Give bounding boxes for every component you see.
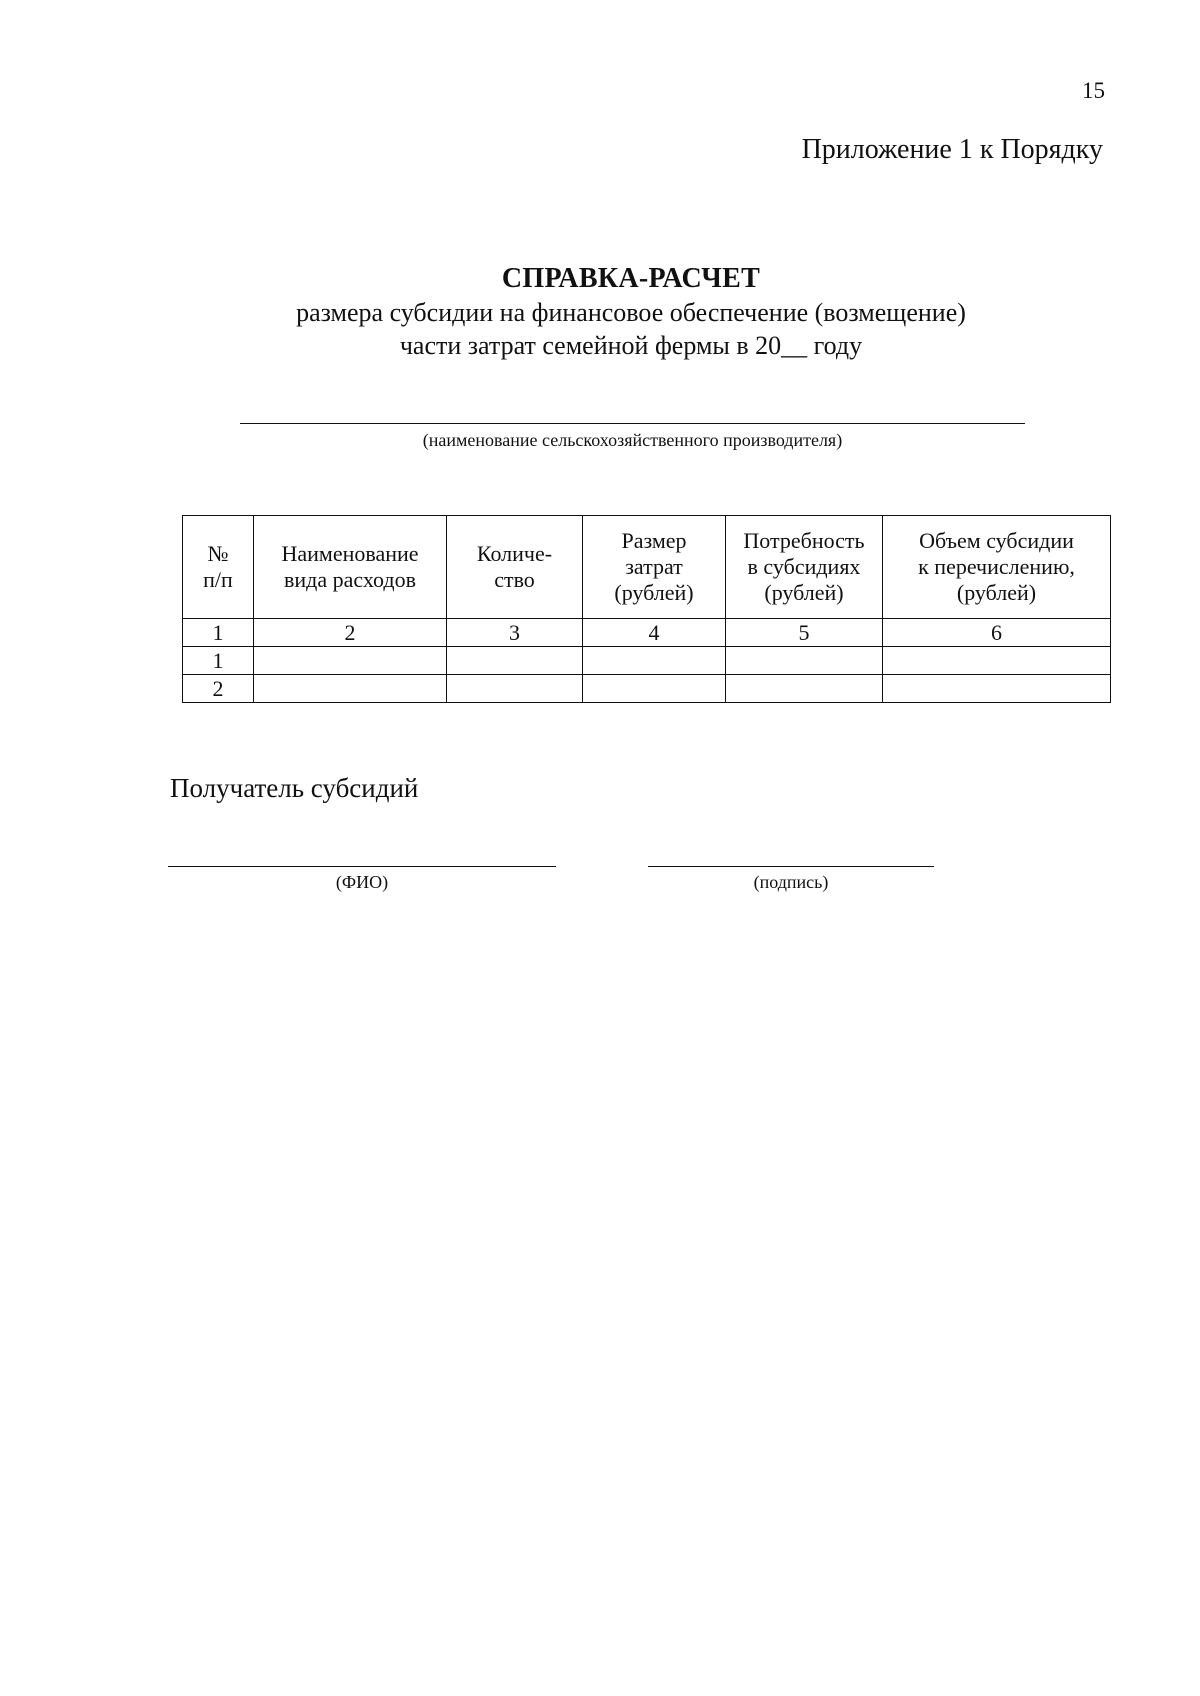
header-subsidy-transfer: Объем субсидии к перечислению, (рублей)	[883, 516, 1111, 619]
header-cost-amount: Размер затрат (рублей)	[583, 516, 726, 619]
header-quantity: Количе- ство	[447, 516, 583, 619]
appendix-label: Приложение 1 к Порядку	[801, 134, 1103, 165]
document-subtitle-line-2: части затрат семейной фермы в 20__ году	[399, 331, 863, 360]
table-cell: 5	[726, 619, 883, 647]
table-cell: 2	[183, 675, 254, 703]
table-cell: 1	[183, 619, 254, 647]
table-cell	[883, 647, 1111, 675]
table-cell	[254, 647, 447, 675]
signature-line	[648, 866, 934, 867]
header-number: № п/п	[183, 516, 254, 619]
header-expense-type: Наименование вида расходов	[254, 516, 447, 619]
table-cell	[726, 675, 883, 703]
table-cell	[447, 675, 583, 703]
table-cell	[447, 647, 583, 675]
producer-caption: (наименование сельскохозяйственного производителя)	[422, 430, 843, 450]
fio-line	[168, 866, 556, 867]
table-cell: 3	[447, 619, 583, 647]
table-cell	[583, 647, 726, 675]
table-cell: 1	[183, 647, 254, 675]
title-block	[0, 262, 1200, 362]
table-cell: 4	[583, 619, 726, 647]
table-row	[183, 647, 1111, 675]
page-number: 15	[1082, 78, 1105, 103]
signature-caption: (подпись)	[753, 872, 829, 892]
table-row	[183, 675, 1111, 703]
table-cell: 6	[883, 619, 1111, 647]
table-cell	[726, 647, 883, 675]
document-title: СПРАВКА-РАСЧЕТ	[501, 263, 761, 294]
column-number-row	[183, 619, 1111, 647]
fio-caption: (ФИО)	[335, 872, 389, 892]
recipient-label: Получатель субсидий	[170, 773, 419, 803]
document-subtitle-line-1: размера субсидии на финансовое обеспечение (возмещение)	[296, 298, 966, 327]
producer-name-line	[240, 423, 1025, 424]
table-cell	[583, 675, 726, 703]
table-cell: 2	[254, 619, 447, 647]
calculation-table	[182, 515, 1111, 703]
table-cell	[254, 675, 447, 703]
table-cell	[883, 675, 1111, 703]
header-subsidy-need: Потребность в субсидиях (рублей)	[726, 516, 883, 619]
table-header-row	[183, 516, 1111, 619]
